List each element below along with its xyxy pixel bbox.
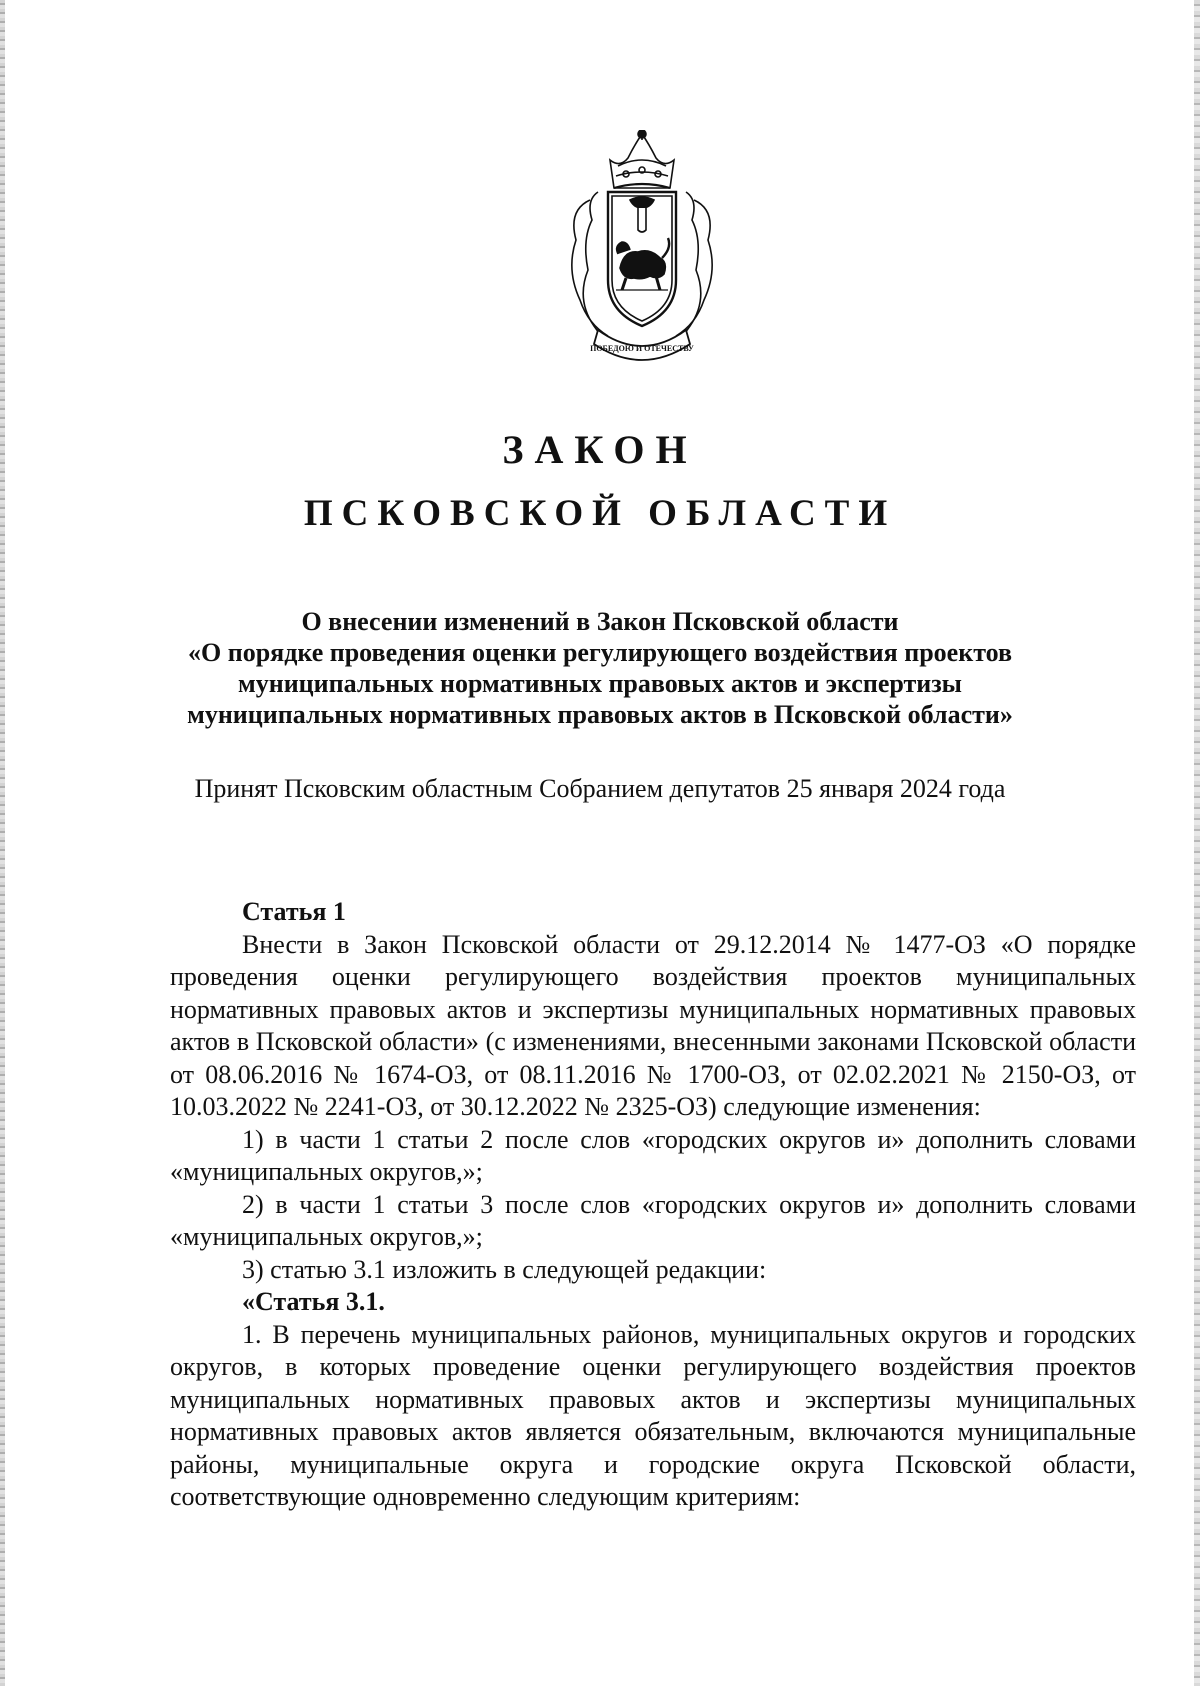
subject-line: муниципальных нормативных правовых актов и экспертизы [238,669,962,698]
scan-edge-right [1194,0,1200,1686]
coat-of-arms-icon [558,130,726,374]
subject-line: муниципальных нормативных правовых актов в Псковской области» [187,700,1013,729]
scan-edge-left [0,0,5,1686]
emblem-motto: ПОБЕДОЮ И ОТЕЧЕСТВУ [590,344,694,353]
paragraph: 1. В перечень муниципальных районов, муниципальных округов и городских округов, в которых проведение оценки регулирующего воздействия проектов муниципальных нормативных правовых актов и экспертизы муниципальных нормативных правовых актов является обязательным, включаются муниципальные районы, муниципальные округа и городские округа Псковской области, соответствующие одновременно следующим критериям: [170,1319,1136,1511]
paragraph: 3) статью 3.1 изложить в следующей редакции: [242,1254,767,1284]
paragraph: 2) в части 1 статьи 3 после слов «городских округов и» дополнить словами «муниципальных округов,»; [170,1189,1136,1251]
adoption-statement: Принят Псковским областным Собранием депутатов 25 января 2024 года [194,774,1006,803]
law-subject [150,606,1050,730]
paragraph: Внести в Закон Псковской области от 29.12.2014 № 1477-ОЗ «О порядке проведения оценки регулирующего воздействия проектов муниципальных нормативных правовых актов и экспертизы муниципальных нормативных правовых актов в Псковской области» (с изменениями, внесенными законами Псковской области от 08.06.2016 № 1674-ОЗ, от 08.11.2016 № 1700-ОЗ, от 02.02.2021 № 2150-ОЗ, от 10.03.2022 № 2241-ОЗ, от 30.12.2022 № 2325-ОЗ) следующие изменения: [170,929,1136,1121]
law-body [170,896,1136,1514]
article-1-heading: Статья 1 [242,897,346,926]
paragraph: 1) в части 1 статьи 2 после слов «городских округов и» дополнить словами «муниципальных округов,»; [170,1124,1136,1186]
article-3-1-heading: «Статья 3.1. [242,1287,385,1316]
region-title: ПСКОВСКОЙ ОБЛАСТИ [303,493,897,534]
subject-line: «О порядке проведения оценки регулирующего воздействия проектов [187,638,1013,667]
document-type-title: ЗАКОН [502,427,698,472]
subject-line: О внесении изменений в Закон Псковской области [301,607,899,636]
